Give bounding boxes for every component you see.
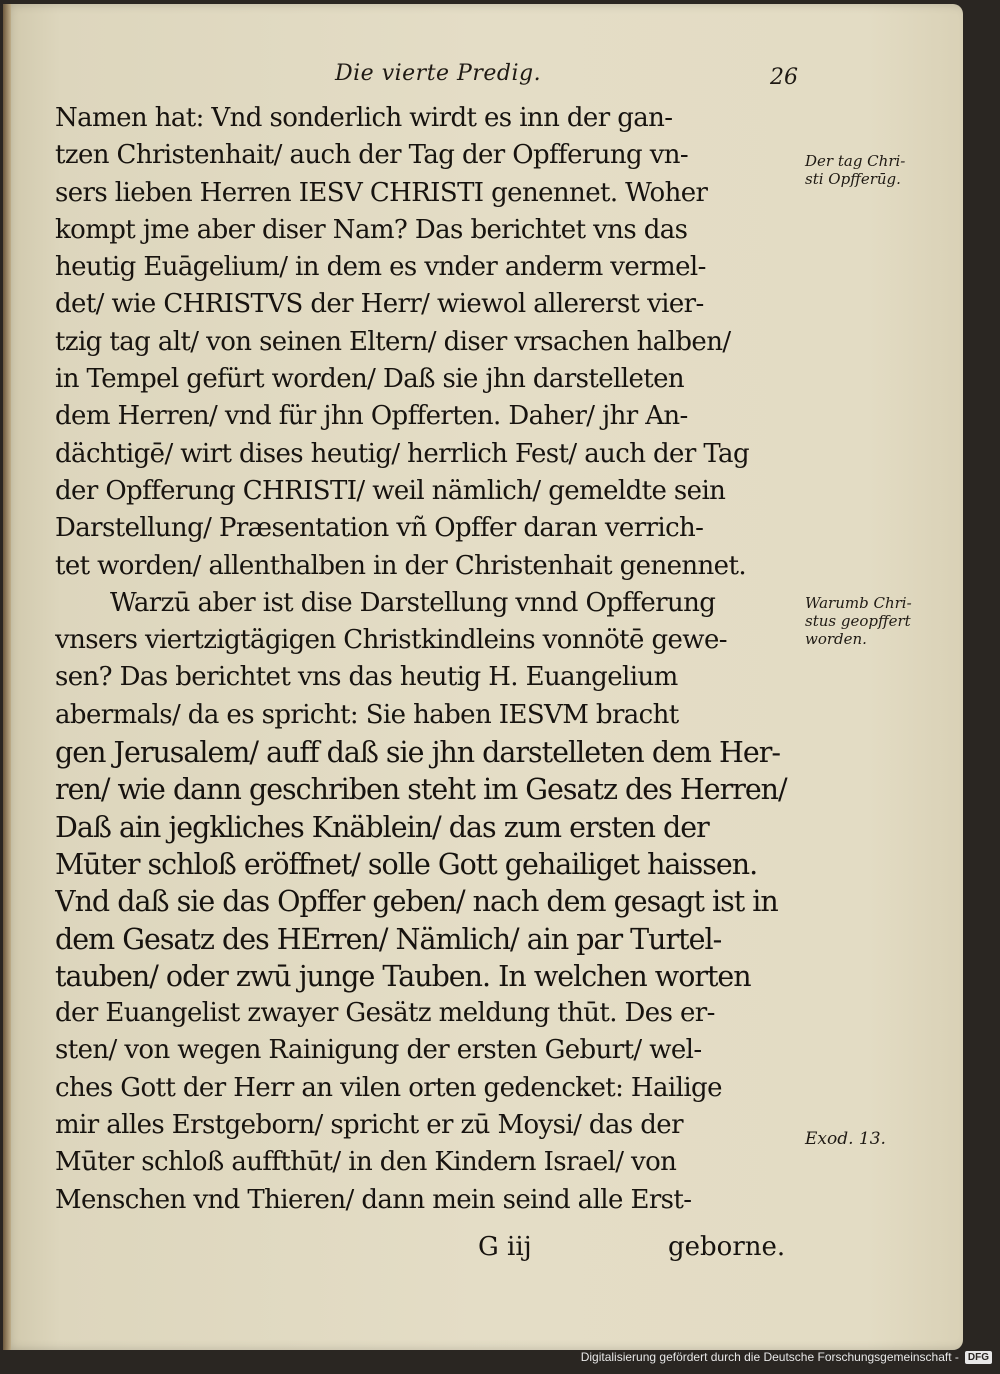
- text-line: sers lieben Herren IESV CHRISTI genennet. Woher: [55, 177, 708, 208]
- text-line: dem Herren/ vnd für jhn Opfferten. Daher/ jhr An-: [55, 401, 688, 432]
- text-line: kompt jme aber diser Nam? Das berichtet vns das: [55, 214, 688, 245]
- text-line: Mūter schloß eröffnet/ solle Gott gehailiget haissen.: [55, 847, 758, 881]
- text-line: det/ wie CHRISTVS der Herr/ wiewol allererst vier-: [55, 289, 704, 320]
- margin-note-line: stus geopffert: [805, 612, 911, 630]
- text-line: der Opfferung CHRISTI/ weil nämlich/ gemeldte sein: [55, 475, 726, 506]
- text-line: tauben/ oder zwū junge Tauben. In welchen worten: [55, 959, 751, 993]
- text-line: heutig Euāgelium/ in dem es vnder anderm vermel-: [55, 252, 706, 283]
- text-line: gen Jerusalem/ auff daß sie jhn darstelleten dem Her-: [55, 736, 780, 770]
- text-line: mir alles Erstgeborn/ spricht er zū Moysi/ das der: [55, 1110, 683, 1141]
- page-spine: [3, 4, 11, 1350]
- footer-text: Digitalisierung gefördert durch die Deutsche Forschungsgemeinschaft -: [580, 1350, 959, 1364]
- text-line: tzig tag alt/ von seinen Eltern/ diser vrsachen halben/: [55, 326, 731, 357]
- margin-note-line: Der tag Chri-: [805, 152, 906, 170]
- running-header: Die vierte Predig.: [335, 61, 542, 86]
- margin-note: [805, 594, 955, 648]
- footer-credit: [581, 1350, 992, 1364]
- text-line: Warzū aber ist dise Darstellung vnnd Opfferung: [110, 587, 716, 618]
- text-line: Daß ain jegkliches Knäblein/ das zum ersten der: [55, 810, 709, 844]
- text-line: Menschen vnd Thieren/ dann mein seind alle Erst-: [55, 1184, 692, 1215]
- dfg-logo: DFG: [965, 1351, 992, 1364]
- text-line: vnsers viertzigtägigen Christkindleins vonnötē gewe-: [55, 625, 727, 656]
- text-line: ches Gott der Herr an vilen orten gedencket: Hailige: [55, 1072, 722, 1103]
- text-line: abermals/ da es spricht: Sie haben IESVM bracht: [55, 699, 679, 730]
- catchword: geborne.: [668, 1232, 786, 1262]
- text-line: dem Gesatz des HErren/ Nämlich/ ain par Turtel-: [55, 922, 722, 956]
- page-number: 26: [770, 65, 798, 90]
- text-line: in Tempel gefürt worden/ Daß sie jhn darstelleten: [55, 364, 685, 395]
- signature-mark: G iij: [478, 1232, 532, 1262]
- text-line: sen? Das berichtet vns das heutig H. Euangelium: [55, 662, 678, 693]
- text-line: tet worden/ allenthalben in der Christenhait genennet.: [55, 550, 746, 581]
- text-line: ren/ wie dann geschriben steht im Gesatz des Herren/: [55, 773, 787, 807]
- text-line: Vnd daß sie das Opffer geben/ nach dem gesagt ist in: [55, 885, 778, 919]
- text-line: Darstellung/ Præsentation vñ Opffer daran verrich-: [55, 513, 704, 544]
- margin-note-line: Exod. 13.: [805, 1129, 886, 1149]
- text-line: Mūter schloß auffthūt/ in den Kindern Israel/ von: [55, 1147, 677, 1178]
- text-line: der Euangelist zwayer Gesätz meldung thūt. Des er-: [55, 998, 715, 1029]
- text-line: sten/ von wegen Rainigung der ersten Geburt/ wel-: [55, 1035, 702, 1066]
- margin-note-line: worden.: [805, 630, 867, 648]
- margin-note: [805, 1130, 955, 1148]
- body-text: [55, 100, 800, 1219]
- text-line: tzen Christenhait/ auch der Tag der Opfferung vn-: [55, 140, 689, 171]
- text-line: Namen hat: Vnd sonderlich wirdt es inn der gan-: [55, 103, 673, 133]
- text-line: dächtigē/ wirt dises heutig/ herrlich Fest/ auch der Tag: [55, 438, 750, 469]
- margin-note: [805, 152, 955, 188]
- margin-note-line: sti Opfferūg.: [805, 170, 901, 188]
- margin-note-line: Warumb Chri-: [805, 594, 912, 612]
